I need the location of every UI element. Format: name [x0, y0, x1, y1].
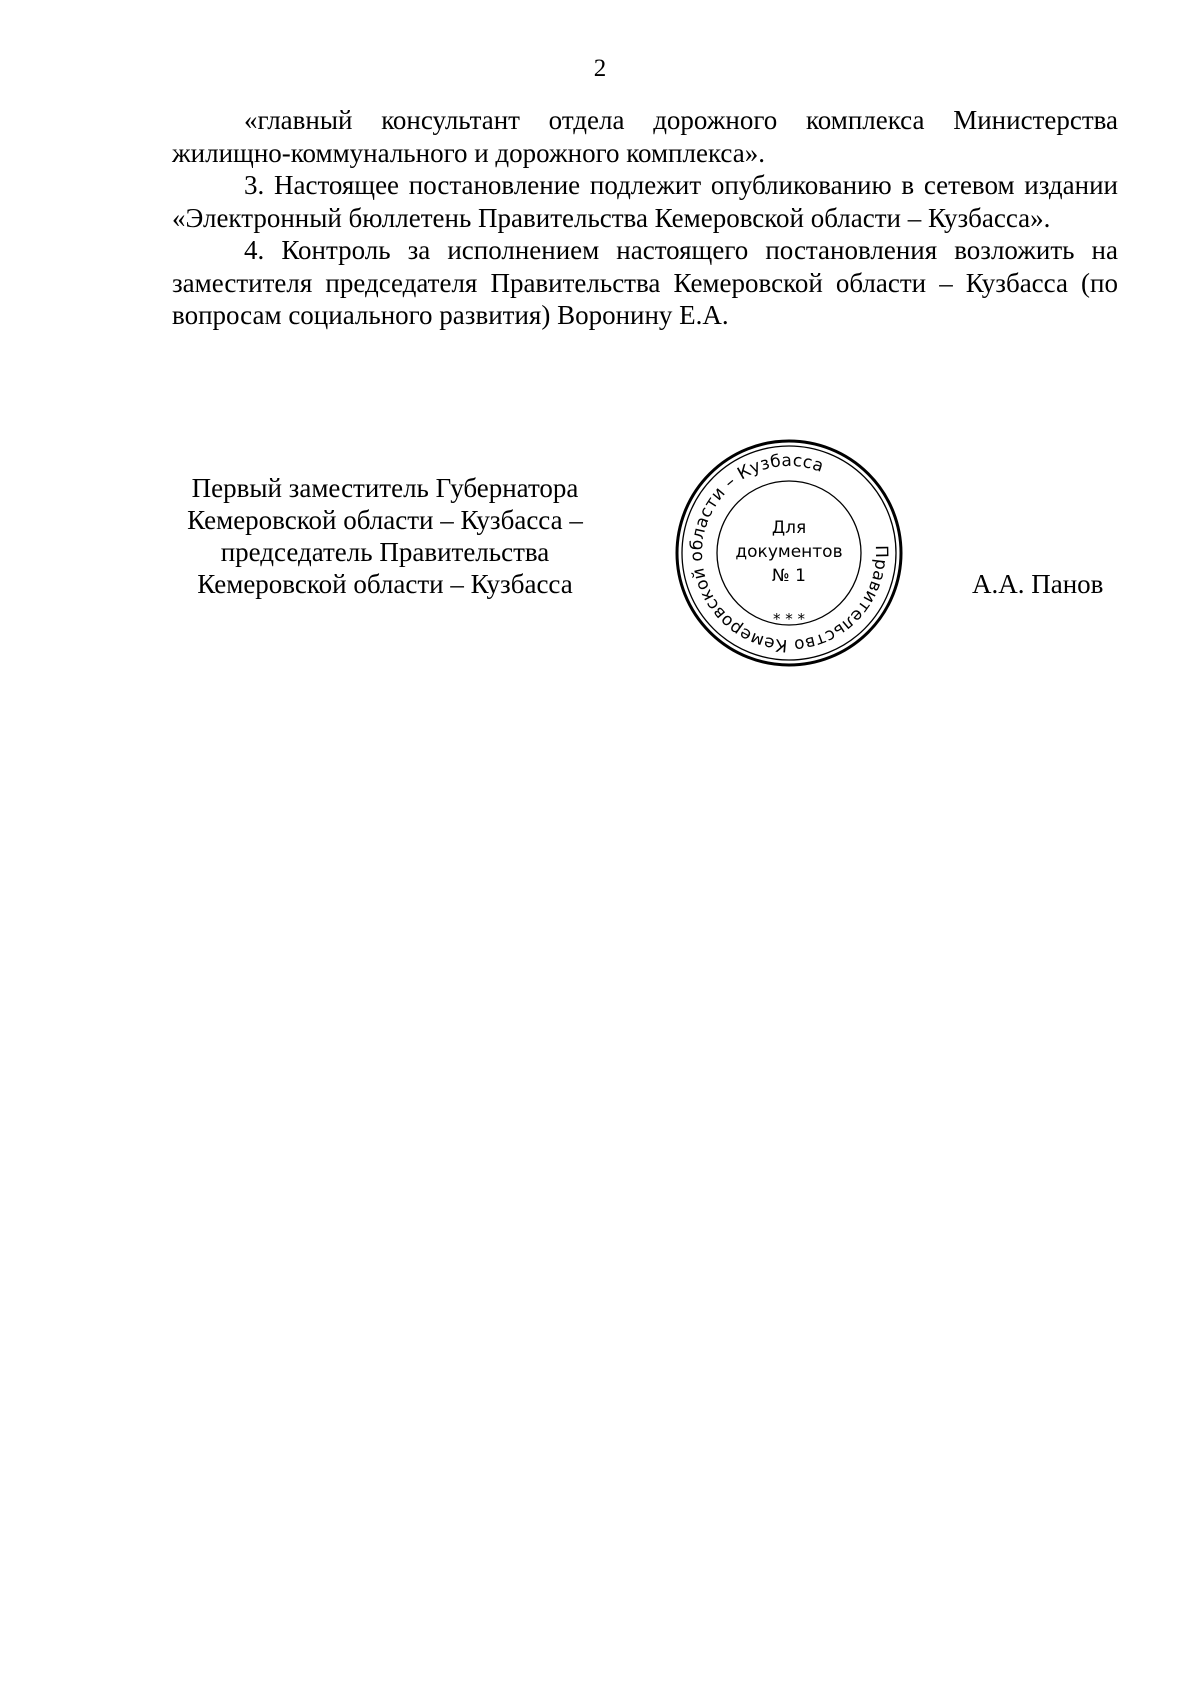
seal-center-line: документов [735, 542, 843, 562]
signatory-position [170, 472, 600, 600]
seal-center-line: № 1 [772, 566, 806, 586]
signatory-position-line: Кемеровской области – Кузбасса [197, 569, 573, 599]
page-number: 2 [593, 55, 607, 82]
official-seal [673, 437, 905, 669]
paragraph-item-4: 4. Контроль за исполнением настоящего постановления возложить на заместителя председателя Правительства Кемеровской области – Кузбасса (по вопросам социального развития) Воронину Е.А. [172, 235, 1118, 330]
paragraph-continuation: «главный консультант отдела дорожного комплекса Министерства жилищно-коммунального и дорожного комплекса». [172, 105, 1118, 168]
seal-ring-text: Правительство Кемеровской области – Кузбасса [686, 450, 892, 656]
signatory-position-line: Первый заместитель Губернатора [191, 473, 579, 503]
seal-stars: * * * [772, 610, 806, 628]
signatory-position-line: председатель Правительства [220, 537, 550, 567]
signatory-name: А.А. Панов [972, 569, 1104, 599]
document-body [172, 104, 1118, 332]
seal-graphic [673, 437, 905, 669]
signatory-position-line: Кемеровской области – Кузбасса – [187, 505, 583, 535]
paragraph-item-3: 3. Настоящее постановление подлежит опубликованию в сетевом издании «Электронный бюллетень Правительства Кемеровской области – Кузбасса». [172, 170, 1118, 233]
seal-center-line: Для [771, 518, 807, 538]
